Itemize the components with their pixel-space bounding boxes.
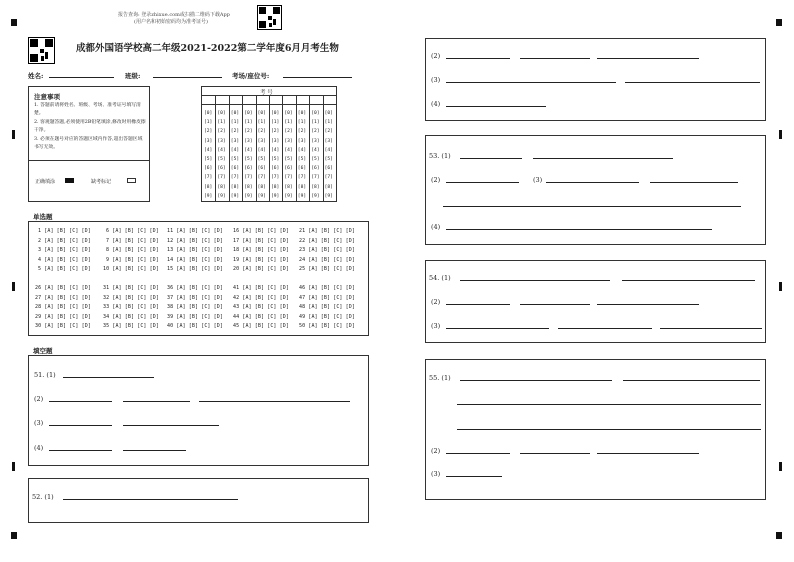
exam-id-digit-bubble[interactable]: [4] [324, 147, 333, 153]
q51-3-label: (3) [34, 419, 44, 427]
exam-id-digit-bubble[interactable]: [9] [204, 193, 213, 199]
q54-1a-line[interactable] [460, 280, 610, 281]
q55-label: 55. (1) [429, 374, 451, 382]
exam-id-digit-bubble[interactable]: [9] [284, 193, 293, 199]
exam-id-digit-bubble[interactable]: [4] [284, 147, 293, 153]
exam-id-digit-bubble[interactable]: [3] [257, 138, 266, 144]
q52-4-label: (4) [431, 100, 441, 108]
exam-id-digit-bubble[interactable]: [5] [271, 157, 280, 162]
exam-id-digit-bubble[interactable]: [9] [311, 193, 320, 199]
q52-2b-line[interactable] [520, 58, 590, 59]
q51-2a-line[interactable] [49, 401, 112, 402]
q54-2-label: (2) [431, 298, 441, 306]
mc-question-26[interactable]: 26 [A] [B] [C] [D] [35, 285, 91, 291]
notes-divider [29, 160, 149, 161]
timing-mark [12, 282, 15, 291]
exam-id-digit-bubble[interactable]: [3] [230, 138, 240, 144]
exam-id-digit-bubble[interactable]: [1] [271, 120, 280, 126]
notes-item: 3. 必须在题号对应的答题区域内作答,超出答题区域书写无效。 [34, 137, 143, 150]
exam-id-column-divider [282, 95, 283, 201]
exam-id-digit-bubble[interactable]: [3] [217, 138, 226, 144]
q52-label: 52. (1) [32, 493, 54, 501]
mc-question-25[interactable]: 25 [A] [B] [C] [D] [299, 266, 355, 272]
q53-4a-line[interactable] [446, 229, 712, 230]
q55-1b-line[interactable] [623, 380, 760, 381]
mc-question-3[interactable]: 3 [A] [B] [C] [D] [38, 247, 91, 253]
q52-4a-line[interactable] [446, 106, 546, 107]
exam-id-column-divider [296, 95, 297, 201]
q51-2-label: (2) [34, 395, 44, 403]
exam-id-digit-bubble[interactable]: [1] [204, 120, 213, 126]
q53-4-label: (4) [431, 223, 441, 231]
timing-mark [12, 462, 15, 471]
q55-1a-line[interactable] [460, 380, 612, 381]
mc-question-21[interactable]: 21 [A] [B] [C] [D] [299, 228, 355, 234]
exam-id-digit-bubble[interactable]: [5] [257, 157, 266, 162]
q52-3b-line[interactable] [625, 82, 760, 83]
mc-question-11[interactable]: 11 [A] [B] [C] [D] [167, 228, 223, 234]
seat-label: 考场/座位号: [232, 72, 270, 80]
exam-id-digit-bubble[interactable]: [5] [311, 157, 320, 162]
exam-id-digit-bubble[interactable]: [8] [297, 184, 307, 190]
timing-mark [779, 130, 782, 139]
exam-id-digit-bubble[interactable]: [0] [230, 111, 240, 116]
timing-mark [12, 130, 15, 139]
q54-3b-line[interactable] [558, 328, 652, 329]
mc-question-13[interactable]: 13 [A] [B] [C] [D] [167, 247, 223, 253]
exam-id-column-divider [309, 95, 310, 201]
exam-id-digit-bubble[interactable]: [5] [297, 157, 307, 162]
exam-id-digit-bubble[interactable]: [8] [324, 184, 333, 190]
exam-id-digit-bubble[interactable]: [7] [284, 175, 293, 181]
exam-id-digit-bubble[interactable]: [1] [297, 120, 307, 126]
q53-2a-line[interactable] [446, 182, 519, 183]
exam-id-digit-bubble[interactable]: [3] [271, 138, 280, 144]
exam-id-digit-bubble[interactable]: [2] [271, 129, 280, 135]
q52-2c-line[interactable] [597, 58, 699, 59]
mc-question-1[interactable]: 1 [A] [B] [C] [D] [38, 228, 91, 234]
notes-box [28, 86, 150, 202]
mc-question-17[interactable]: 17 [A] [B] [C] [D] [233, 237, 289, 244]
exam-id-digit-bubble[interactable]: [6] [230, 166, 240, 172]
mc-question-7[interactable]: 7 [A] [B] [C] [D] [106, 237, 159, 244]
q55-2b-line[interactable] [520, 453, 590, 454]
mc-question-36[interactable]: 36 [A] [B] [C] [D] [167, 285, 223, 291]
mc-question-10[interactable]: 10 [A] [B] [C] [D] [103, 266, 159, 272]
question-51-box [28, 355, 369, 466]
exam-id-digit-bubble[interactable]: [1] [324, 120, 333, 126]
exam-id-digit-bubble[interactable]: [8] [311, 184, 320, 190]
q52-2-label: (2) [431, 52, 441, 60]
exam-id-digit-bubble[interactable]: [3] [284, 138, 293, 144]
q55-1d-line[interactable] [457, 429, 761, 430]
mc-question-19[interactable]: 19 [A] [B] [C] [D] [233, 256, 289, 263]
mc-question-48[interactable]: 48 [A] [B] [C] [D] [299, 304, 355, 310]
exam-id-digit-bubble[interactable]: [7] [244, 175, 253, 181]
mc-question-28[interactable]: 28 [A] [B] [C] [D] [35, 304, 91, 310]
exam-id-digit-bubble[interactable]: [6] [311, 166, 320, 172]
exam-id-digit-bubble[interactable]: [6] [284, 166, 293, 172]
mc-question-16[interactable]: 16 [A] [B] [C] [D] [233, 228, 289, 234]
exam-id-digit-bubble[interactable]: [7] [311, 175, 320, 181]
page-title: 成都外国语学校高二年级2021-2022第二学年度6月月考生物 [76, 43, 339, 54]
exam-id-digit-bubble[interactable]: [4] [297, 147, 307, 153]
mc-question-37[interactable]: 37 [A] [B] [C] [D] [167, 294, 223, 301]
mc-question-38[interactable]: 38 [A] [B] [C] [D] [167, 304, 223, 310]
exam-id-digit-bubble[interactable]: [0] [244, 111, 253, 116]
exam-id-digit-bubble[interactable]: [2] [311, 129, 320, 135]
mc-question-30[interactable]: 30 [A] [B] [C] [D] [35, 323, 91, 329]
exam-id-digit-bubble[interactable]: [0] [297, 111, 307, 116]
exam-id-digit-bubble[interactable]: [9] [244, 193, 253, 199]
exam-id-digit-bubble[interactable]: [8] [230, 184, 240, 190]
mc-question-50[interactable]: 50 [A] [B] [C] [D] [299, 323, 355, 329]
qr-code-student [28, 37, 55, 64]
exam-id-digit-bubble[interactable]: [7] [297, 175, 307, 181]
exam-id-digit-bubble[interactable]: [7] [217, 175, 226, 181]
correct-fill-label: 正确填涂 [35, 179, 56, 185]
q53-1a-line[interactable] [460, 158, 522, 159]
exam-id-digit-bubble[interactable]: [4] [230, 147, 240, 153]
exam-id-digit-bubble[interactable]: [0] [324, 111, 333, 116]
corner-mark-tl [11, 19, 17, 26]
exam-id-digit-bubble[interactable]: [6] [217, 166, 226, 172]
exam-id-digit-bubble[interactable]: [2] [257, 129, 266, 135]
exam-id-digit-bubble[interactable]: [2] [284, 129, 293, 135]
exam-id-digit-bubble[interactable]: [6] [297, 166, 307, 172]
mc-question-46[interactable]: 46 [A] [B] [C] [D] [299, 285, 355, 291]
exam-id-digit-bubble[interactable]: [0] [204, 111, 213, 116]
q54-2c-line[interactable] [597, 304, 699, 305]
mc-question-33[interactable]: 33 [A] [B] [C] [D] [103, 304, 159, 310]
q54-2a-line[interactable] [446, 304, 510, 305]
mc-question-2[interactable]: 2 [A] [B] [C] [D] [38, 237, 91, 244]
exam-id-digit-bubble[interactable]: [5] [244, 157, 253, 162]
class-label: 班级: [125, 72, 141, 80]
q54-3a-line[interactable] [446, 328, 549, 329]
exam-id-column-divider [242, 95, 243, 201]
exam-id-digit-bubble[interactable]: [6] [204, 166, 213, 172]
exam-id-digit-bubble[interactable]: [7] [257, 175, 266, 181]
exam-id-digit-bubble[interactable]: [8] [244, 184, 253, 190]
q53-label: 53. (1) [429, 152, 451, 160]
q51-3b-line[interactable] [123, 425, 219, 426]
seat-field[interactable] [283, 77, 352, 78]
mc-question-39[interactable]: 39 [A] [B] [C] [D] [167, 313, 223, 320]
exam-id-title: 考 号 [260, 90, 273, 96]
mc-question-18[interactable]: 18 [A] [B] [C] [D] [233, 247, 289, 253]
exam-id-digit-bubble[interactable]: [0] [311, 111, 320, 116]
mc-question-5[interactable]: 5 [A] [B] [C] [D] [38, 266, 91, 272]
mc-question-22[interactable]: 22 [A] [B] [C] [D] [299, 237, 355, 244]
exam-id-digit-bubble[interactable]: [9] [230, 193, 240, 199]
absent-mark-box[interactable] [127, 178, 136, 183]
q52-1-line[interactable] [63, 499, 238, 500]
class-field[interactable] [153, 77, 222, 78]
mc-question-12[interactable]: 12 [A] [B] [C] [D] [167, 237, 223, 244]
exam-id-digit-bubble[interactable]: [6] [324, 166, 333, 172]
exam-id-digit-bubble[interactable]: [0] [217, 111, 226, 116]
q53-3-label: (3) [533, 176, 543, 184]
mc-question-45[interactable]: 45 [A] [B] [C] [D] [233, 323, 289, 329]
q52-2a-line[interactable] [446, 58, 510, 59]
q55-2c-line[interactable] [597, 453, 699, 454]
exam-id-column-divider [229, 95, 230, 201]
exam-id-digit-bubble[interactable]: [5] [217, 157, 226, 162]
name-field[interactable] [49, 77, 114, 78]
mc-question-34[interactable]: 34 [A] [B] [C] [D] [103, 313, 159, 320]
mc-question-44[interactable]: 44 [A] [B] [C] [D] [233, 313, 289, 320]
mc-question-6[interactable]: 6 [A] [B] [C] [D] [106, 228, 159, 234]
notice-line-1: 报告查询: 登录zhixue.com或扫描二维码下载App [118, 12, 230, 18]
exam-id-digit-bubble[interactable]: [9] [271, 193, 280, 199]
exam-id-digit-bubble[interactable]: [4] [204, 147, 213, 153]
exam-id-digit-bubble[interactable]: [3] [324, 138, 333, 144]
mc-question-9[interactable]: 9 [A] [B] [C] [D] [106, 256, 159, 263]
mc-question-4[interactable]: 4 [A] [B] [C] [D] [38, 256, 91, 263]
exam-id-digit-bubble[interactable]: [5] [230, 157, 240, 162]
q51-4b-line[interactable] [123, 450, 186, 451]
q52-3-label: (3) [431, 76, 441, 84]
exam-id-column-divider [256, 95, 257, 201]
exam-id-digit-bubble[interactable]: [1] [244, 120, 253, 126]
q53-1b-line[interactable] [533, 158, 673, 159]
exam-id-digit-bubble[interactable]: [2] [324, 129, 333, 135]
exam-id-digit-bubble[interactable]: [8] [284, 184, 293, 190]
q54-1b-line[interactable] [622, 280, 755, 281]
mc-question-40[interactable]: 40 [A] [B] [C] [D] [167, 323, 223, 329]
exam-id-digit-bubble[interactable]: [7] [324, 175, 333, 181]
mc-question-31[interactable]: 31 [A] [B] [C] [D] [103, 285, 159, 291]
notice-line-2: (用户名和初始密码均为准考证号) [134, 19, 208, 25]
exam-id-digit-bubble[interactable]: [9] [297, 193, 307, 199]
q51-4a-line[interactable] [49, 450, 112, 451]
exam-id-digit-bubble[interactable]: [4] [311, 147, 320, 153]
exam-id-digit-bubble[interactable]: [0] [257, 111, 266, 116]
exam-id-digit-bubble[interactable]: [2] [297, 129, 307, 135]
exam-id-digit-bubble[interactable]: [9] [324, 193, 333, 199]
absent-mark-label: 缺考标记 [91, 179, 112, 185]
exam-id-digit-bubble[interactable]: [2] [204, 129, 213, 135]
q55-2a-line[interactable] [446, 453, 510, 454]
qr-code-app [257, 5, 282, 30]
q51-4-label: (4) [34, 444, 44, 452]
name-label: 姓名: [28, 72, 44, 80]
corner-mark-bl [11, 532, 17, 539]
notes-item: 1. 答题前请将姓名、班级、考场、准考证号填写清楚。 [34, 103, 141, 116]
exam-id-digit-bubble[interactable]: [9] [257, 193, 266, 199]
exam-id-digit-bubble[interactable]: [8] [204, 184, 213, 190]
q54-label: 54. (1) [429, 274, 451, 282]
exam-id-column-divider [269, 95, 270, 201]
exam-id-digit-bubble[interactable]: [2] [244, 129, 253, 135]
question-54-box [425, 260, 766, 343]
exam-id-column-divider [323, 95, 324, 201]
q55-2-label: (2) [431, 447, 441, 455]
mc-question-23[interactable]: 23 [A] [B] [C] [D] [299, 247, 355, 253]
fill-section-title: 填空题 [33, 347, 53, 355]
exam-id-digit-bubble[interactable]: [3] [244, 138, 253, 144]
exam-id-digit-bubble[interactable]: [1] [217, 120, 226, 126]
exam-id-digit-bubble[interactable]: [7] [204, 175, 213, 181]
question-52-box [28, 478, 369, 523]
exam-id-digit-bubble[interactable]: [1] [257, 120, 266, 126]
question-53-box [425, 135, 766, 245]
exam-id-grid [201, 86, 337, 202]
question-52-continued-box [425, 38, 766, 121]
mc-question-42[interactable]: 42 [A] [B] [C] [D] [233, 294, 289, 301]
mc-answer-area [28, 221, 369, 336]
exam-id-digit-bubble[interactable]: [5] [204, 157, 213, 162]
exam-id-digit-bubble[interactable]: [7] [271, 175, 280, 181]
mc-question-29[interactable]: 29 [A] [B] [C] [D] [35, 313, 91, 320]
exam-id-digit-bubble[interactable]: [3] [297, 138, 307, 144]
q51-1-line[interactable] [63, 377, 154, 378]
q55-3a-line[interactable] [446, 476, 502, 477]
q54-3-label: (3) [431, 322, 441, 330]
exam-id-digit-bubble[interactable]: [2] [217, 129, 226, 135]
mc-question-49[interactable]: 49 [A] [B] [C] [D] [299, 313, 355, 320]
mc-question-20[interactable]: 20 [A] [B] [C] [D] [233, 266, 289, 272]
exam-id-digit-bubble[interactable]: [3] [204, 138, 213, 144]
mc-section-title: 单选题 [33, 213, 53, 221]
corner-mark-br [776, 532, 782, 539]
mc-question-27[interactable]: 27 [A] [B] [C] [D] [35, 294, 91, 301]
mc-question-41[interactable]: 41 [A] [B] [C] [D] [233, 285, 289, 291]
exam-id-digit-bubble[interactable]: [6] [257, 166, 266, 172]
q51-2b-line[interactable] [123, 401, 190, 402]
exam-id-digit-bubble[interactable]: [4] [244, 147, 253, 153]
q54-2b-line[interactable] [520, 304, 590, 305]
mc-question-47[interactable]: 47 [A] [B] [C] [D] [299, 294, 355, 301]
exam-id-digit-bubble[interactable]: [1] [230, 120, 240, 126]
mc-question-43[interactable]: 43 [A] [B] [C] [D] [233, 304, 289, 310]
exam-id-digit-bubble[interactable]: [8] [257, 184, 266, 190]
timing-mark [779, 282, 782, 291]
timing-mark [779, 462, 782, 471]
mc-question-14[interactable]: 14 [A] [B] [C] [D] [167, 256, 223, 263]
correct-fill-sample [65, 178, 74, 183]
q51-label: 51. (1) [34, 371, 56, 379]
q53-3b-line[interactable] [650, 182, 738, 183]
exam-id-digit-bubble[interactable]: [6] [271, 166, 280, 172]
notes-title: 注意事项 [34, 93, 60, 101]
exam-id-digit-bubble[interactable]: [3] [311, 138, 320, 144]
q52-3a-line[interactable] [446, 82, 616, 83]
exam-id-column-divider [215, 95, 216, 201]
q55-3-label: (3) [431, 470, 441, 478]
exam-id-digit-bubble[interactable]: [4] [271, 147, 280, 153]
mc-question-32[interactable]: 32 [A] [B] [C] [D] [103, 294, 159, 301]
exam-id-digit-bubble[interactable]: [8] [217, 184, 226, 190]
exam-id-digit-bubble[interactable]: [6] [244, 166, 253, 172]
exam-id-digit-bubble[interactable]: [4] [257, 147, 266, 153]
q53-2-label: (2) [431, 176, 441, 184]
exam-id-digit-bubble[interactable]: [1] [311, 120, 320, 126]
notes-item: 2. 客观题答题,必须使用2B铅笔填涂,修改时用橡皮擦干净。 [34, 120, 146, 133]
q53-3a-line[interactable] [546, 182, 639, 183]
question-55-box [425, 359, 766, 500]
q53-3c-line[interactable] [443, 206, 741, 207]
q51-3a-line[interactable] [49, 425, 112, 426]
exam-id-digit-bubble[interactable]: [5] [324, 157, 333, 162]
exam-id-digit-bubble[interactable]: [8] [271, 184, 280, 190]
exam-id-digit-bubble[interactable]: [0] [284, 111, 293, 116]
q55-1c-line[interactable] [457, 404, 761, 405]
corner-mark-tr [776, 19, 782, 26]
exam-id-digit-bubble[interactable]: [5] [284, 157, 293, 162]
exam-id-digit-bubble[interactable]: [7] [230, 175, 240, 181]
mc-question-15[interactable]: 15 [A] [B] [C] [D] [167, 266, 223, 272]
exam-id-digit-bubble[interactable]: [0] [271, 111, 280, 116]
exam-id-digit-bubble[interactable]: [9] [217, 193, 226, 199]
exam-id-digit-bubble[interactable]: [4] [217, 147, 226, 153]
mc-question-35[interactable]: 35 [A] [B] [C] [D] [103, 323, 159, 329]
mc-question-8[interactable]: 8 [A] [B] [C] [D] [106, 247, 159, 253]
q54-3c-line[interactable] [660, 328, 762, 329]
exam-id-digit-bubble[interactable]: [2] [230, 129, 240, 135]
q51-2c-line[interactable] [199, 401, 350, 402]
mc-question-24[interactable]: 24 [A] [B] [C] [D] [299, 256, 355, 263]
exam-id-digit-bubble[interactable]: [1] [284, 120, 293, 126]
